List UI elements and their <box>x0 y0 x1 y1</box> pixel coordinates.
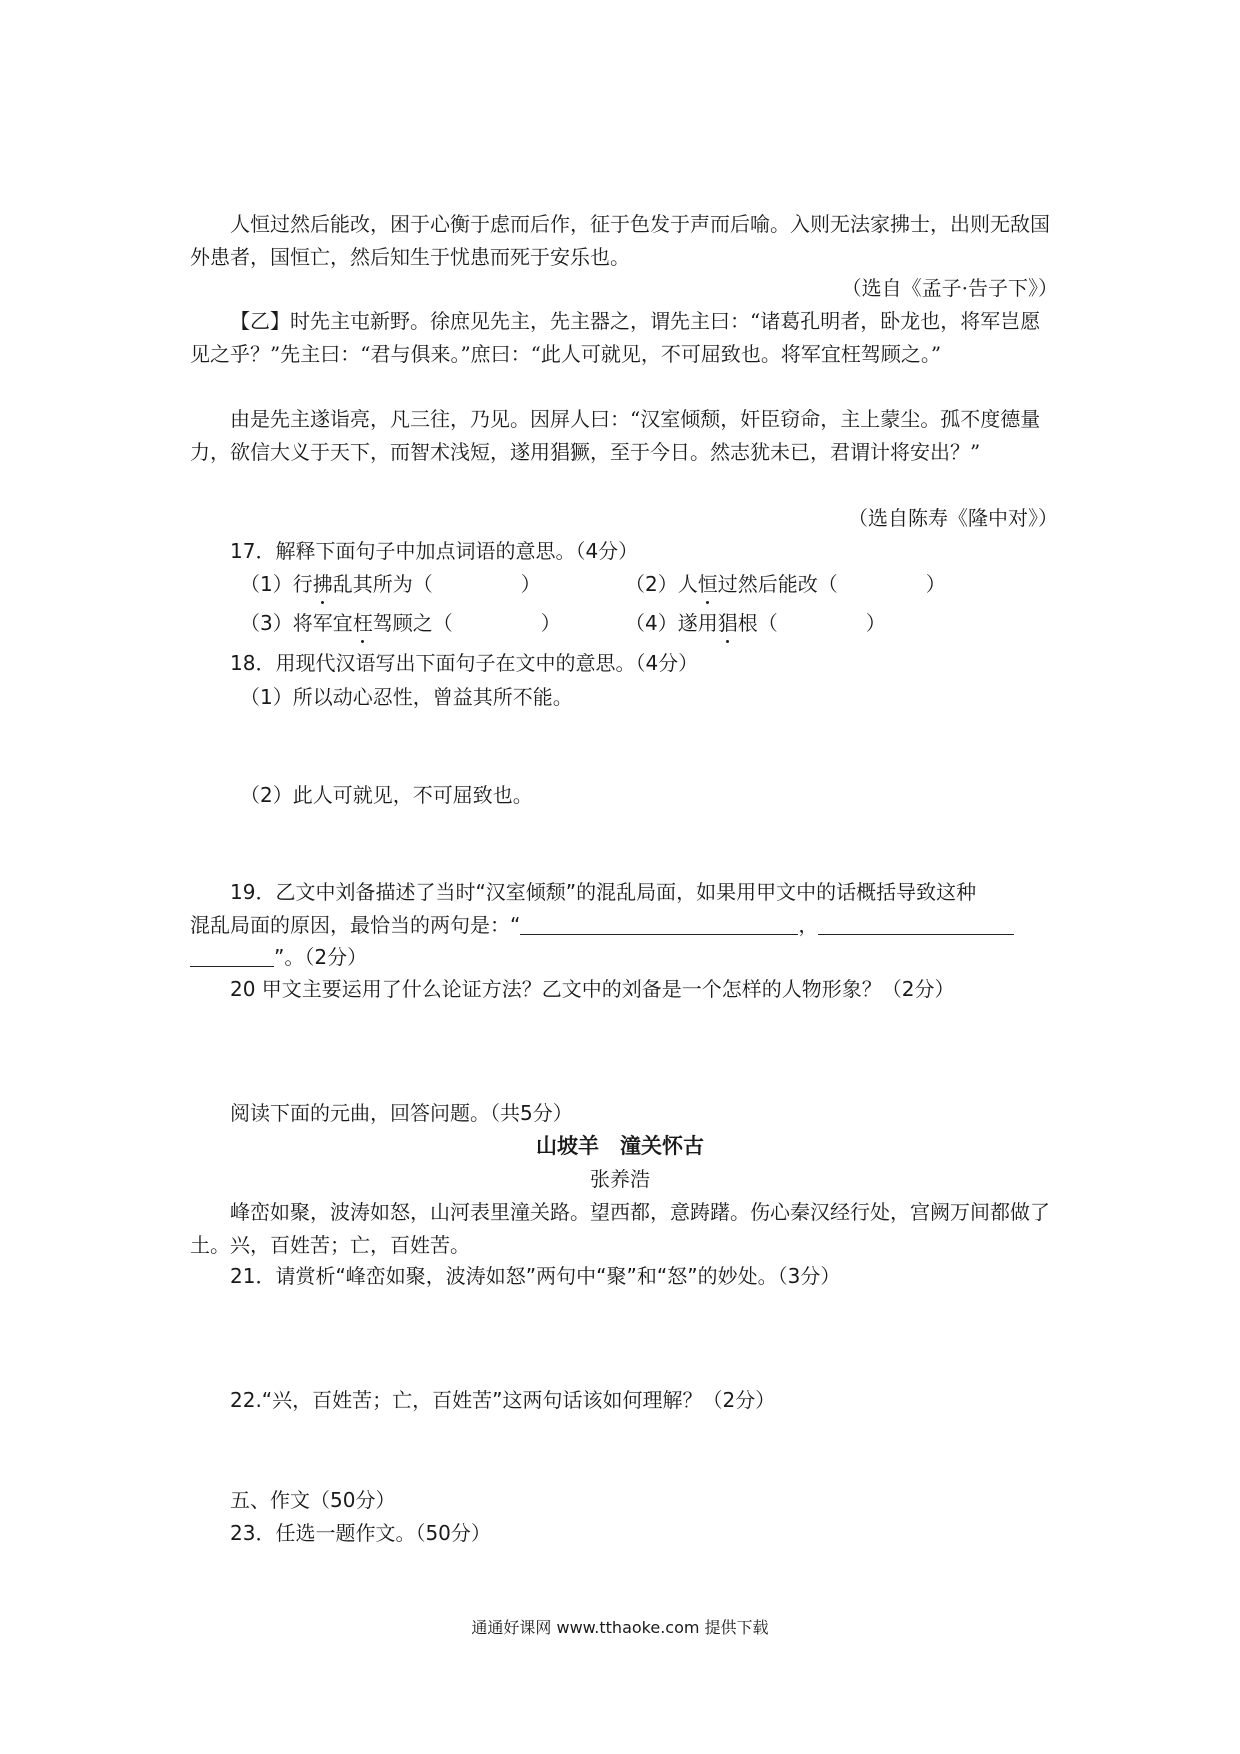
question-19-line-1: 19．乙文中刘备描述了当时“汉室倾颓”的混乱局面，如果用甲文中的话概括导致这种 <box>230 880 977 904</box>
passage-jia-source: （选自《孟子·告子下》） <box>841 276 1058 300</box>
item-number: （2） <box>625 572 678 596</box>
question-18-item-1: （1）所以动心忍性，曾益其所不能。 <box>240 685 573 709</box>
dotted-word: 枉 <box>353 607 373 640</box>
question-18-stem: 18．用现代汉语写出下面句子在文中的意思。（4分） <box>230 651 699 675</box>
dotted-word: 拂 <box>313 568 333 601</box>
question-19-line-3: ”。（2分） <box>190 941 367 974</box>
item-number: （4） <box>625 611 678 635</box>
section-5-heading: 五、作文（50分） <box>230 1488 396 1512</box>
dotted-word: 猖 <box>718 607 738 640</box>
answer-blank[interactable] <box>818 912 1014 935</box>
question-22-stem: 22.“兴，百姓苦；亡，百姓苦”这两句话该如何理解？（2分） <box>230 1388 776 1412</box>
poem-author: 张养浩 <box>590 1167 650 1191</box>
question-17-stem: 17．解释下面句子中加点词语的意思。（4分） <box>230 539 639 563</box>
passage-yi-paragraph-1: 【乙】时先主屯新野。徐庶见先主，先主器之，谓先主曰：“诸葛孔明者，卧龙也，将军岂愿见之乎？”先主曰：“君与俱来。”庶曰：“此人可就见，不可屈致也。将军宜枉驾顾之。” <box>190 309 1041 366</box>
question-21-stem: 21．请赏析“峰峦如聚，波涛如怒”两句中“聚”和“怒”的妙处。（3分） <box>230 1264 841 1288</box>
item-number: （3） <box>240 611 293 635</box>
question-17-item-2: （2）人恒过然后能改（ ） <box>625 568 946 601</box>
question-18-item-2: （2）此人可就见，不可屈致也。 <box>240 783 533 807</box>
question-20-stem: 20 甲文主要运用了什么论证方法？乙文中的刘备是一个怎样的人物形象？（2分） <box>230 977 955 1001</box>
poem-text: 峰峦如聚，波涛如怒，山河表里潼关路。望西都，意踌躇。伤心秦汉经行处，宫阙万间都做了土。兴，百姓苦；亡，百姓苦。 <box>190 1200 1050 1257</box>
poem-title: 山坡羊 潼关怀古 <box>536 1134 704 1158</box>
passage-yi-paragraph-2: 由是先主遂诣亮，凡三往，乃见。因屏人曰：“汉室倾颓，奸臣窃命，主上蒙尘。孤不度德量力，欲信大义于天下，而智术浅短，遂用猖獗，至于今日。然志犹未已，君谓计将安出？” <box>190 407 1041 464</box>
item-number: （1） <box>240 572 293 596</box>
question-23-stem: 23．任选一题作文。（50分） <box>230 1521 491 1545</box>
passage-yi-source: （选自陈寿《隆中对》） <box>848 506 1058 530</box>
answer-blank[interactable] <box>520 912 798 935</box>
question-19-line-2: 混乱局面的原因，最恰当的两句是：“ ， <box>190 909 1014 942</box>
passage-jia-paragraph: 人恒过然后能改，困于心衡于虑而后作，征于色发于声而后喻。入则无法家拂士，出则无敌国外患者，国恒亡，然后知生于忧患而死于安乐也。 <box>190 212 1050 269</box>
page-footer: 通通好课网 www.tthaoke.com 提供下载 <box>471 1618 769 1637</box>
question-17-item-3: （3）将军宜枉驾顾之（ ） <box>240 607 561 640</box>
dotted-word: 恒 <box>698 568 718 601</box>
question-17-item-4: （4）遂用猖根（ ） <box>625 607 886 640</box>
answer-blank[interactable] <box>190 944 274 967</box>
yuanqu-intro: 阅读下面的元曲，回答问题。（共5分） <box>230 1101 573 1125</box>
question-17-item-1: （1）行拂乱其所为（ ） <box>240 568 541 601</box>
